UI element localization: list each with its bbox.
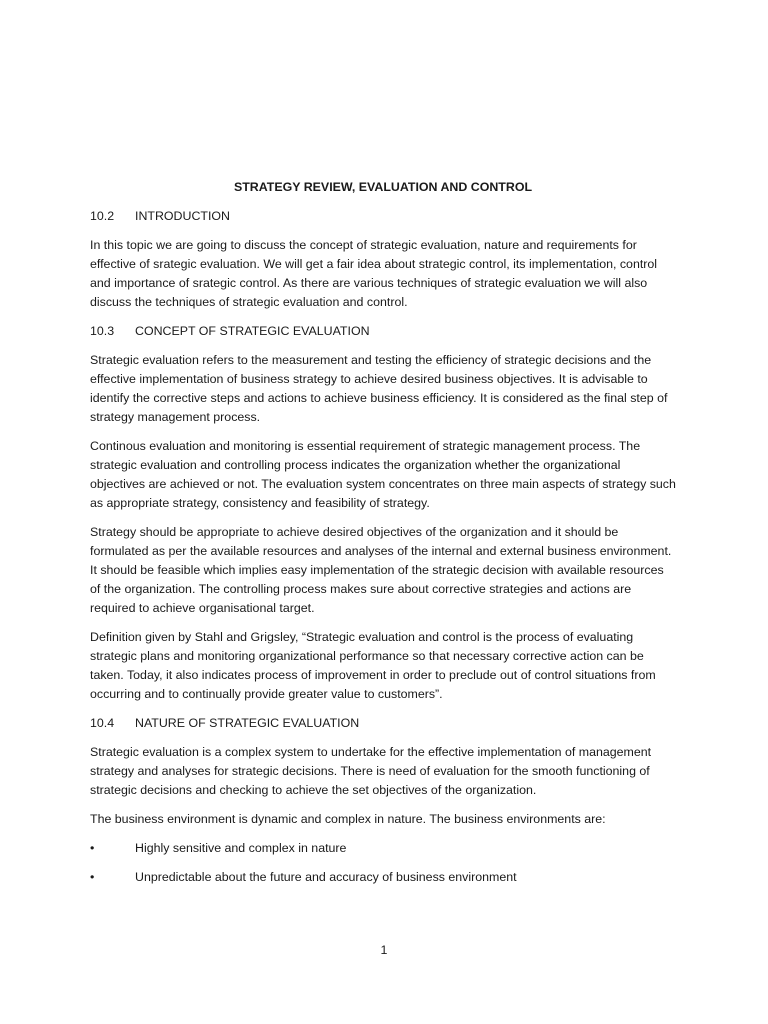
list-item-text: Unpredictable about the future and accuracy of business environment bbox=[135, 870, 517, 884]
page-number: 1 bbox=[380, 943, 388, 957]
paragraph: The business environment is dynamic and complex in nature. The business environments are: bbox=[90, 812, 606, 826]
paragraph: Strategic evaluation refers to the measurement and testing the efficiency of strategic decisions and the effective implementation of business strategy to achieve desired business objectives. It is advisable to identify the corrective steps and actions to achieve business efficiency. It is considered as the final step of strategy management process. bbox=[90, 353, 668, 424]
paragraph: Definition given by Stahl and Grigsley, “Strategic evaluation and control is the process of evaluating strategic plans and monitoring organizational performance so that necessary corrective action can be taken. Today, it also indicates process of improvement in order to preclude out of control situations from occurring and to continually provide greater value to customers”. bbox=[90, 630, 656, 701]
list-item bbox=[90, 868, 676, 887]
paragraph: In this topic we are going to discuss the concept of strategic evaluation, nature and requirements for effective of srategic evaluation. We will get a fair idea about strategic control, its implementation, control and importance of srategic control. As there are various techniques of strategic evaluation we will also discuss the techniques of strategic evaluation and control. bbox=[90, 238, 658, 309]
page-content bbox=[90, 178, 676, 897]
section-heading-introduction bbox=[90, 207, 676, 226]
list-item-text: Highly sensitive and complex in nature bbox=[135, 841, 347, 855]
section-title: NATURE OF STRATEGIC EVALUATION bbox=[135, 716, 360, 730]
list-item bbox=[90, 839, 676, 858]
section-title: INTRODUCTION bbox=[135, 209, 230, 223]
section-number: 10.4 bbox=[90, 716, 115, 730]
section-number: 10.2 bbox=[90, 209, 115, 223]
bullet-list bbox=[90, 839, 676, 887]
bullet-icon: • bbox=[90, 870, 95, 884]
section-heading-nature bbox=[90, 714, 676, 733]
section-title: CONCEPT OF STRATEGIC EVALUATION bbox=[135, 324, 370, 338]
paragraph: Strategy should be appropriate to achieve desired objectives of the organization and it should be formulated as per the available resources and analyses of the internal and external business environment. It should be feasible which implies easy implementation of the strategic decision with available resources of the organization. The controlling process makes sure about corrective strategies and actions are required to achieve organisational target. bbox=[90, 525, 672, 615]
section-number: 10.3 bbox=[90, 324, 115, 338]
paragraph: Continous evaluation and monitoring is essential requirement of strategic management process. The strategic evaluation and controlling process indicates the organization whether the organizational objectives are achieved or not. The evaluation system concentrates on three main aspects of strategy such as appropriate strategy, consistency and feasibility of strategy. bbox=[90, 439, 676, 510]
bullet-icon: • bbox=[90, 841, 95, 855]
paragraph: Strategic evaluation is a complex system to undertake for the effective implementation of management strategy and analyses for strategic decisions. There is need of evaluation for the smooth functioning of strategic decisions and checking to achieve the set objectives of the organization. bbox=[90, 745, 652, 797]
section-heading-concept bbox=[90, 322, 676, 341]
document-title: STRATEGY REVIEW, EVALUATION AND CONTROL bbox=[233, 180, 533, 194]
